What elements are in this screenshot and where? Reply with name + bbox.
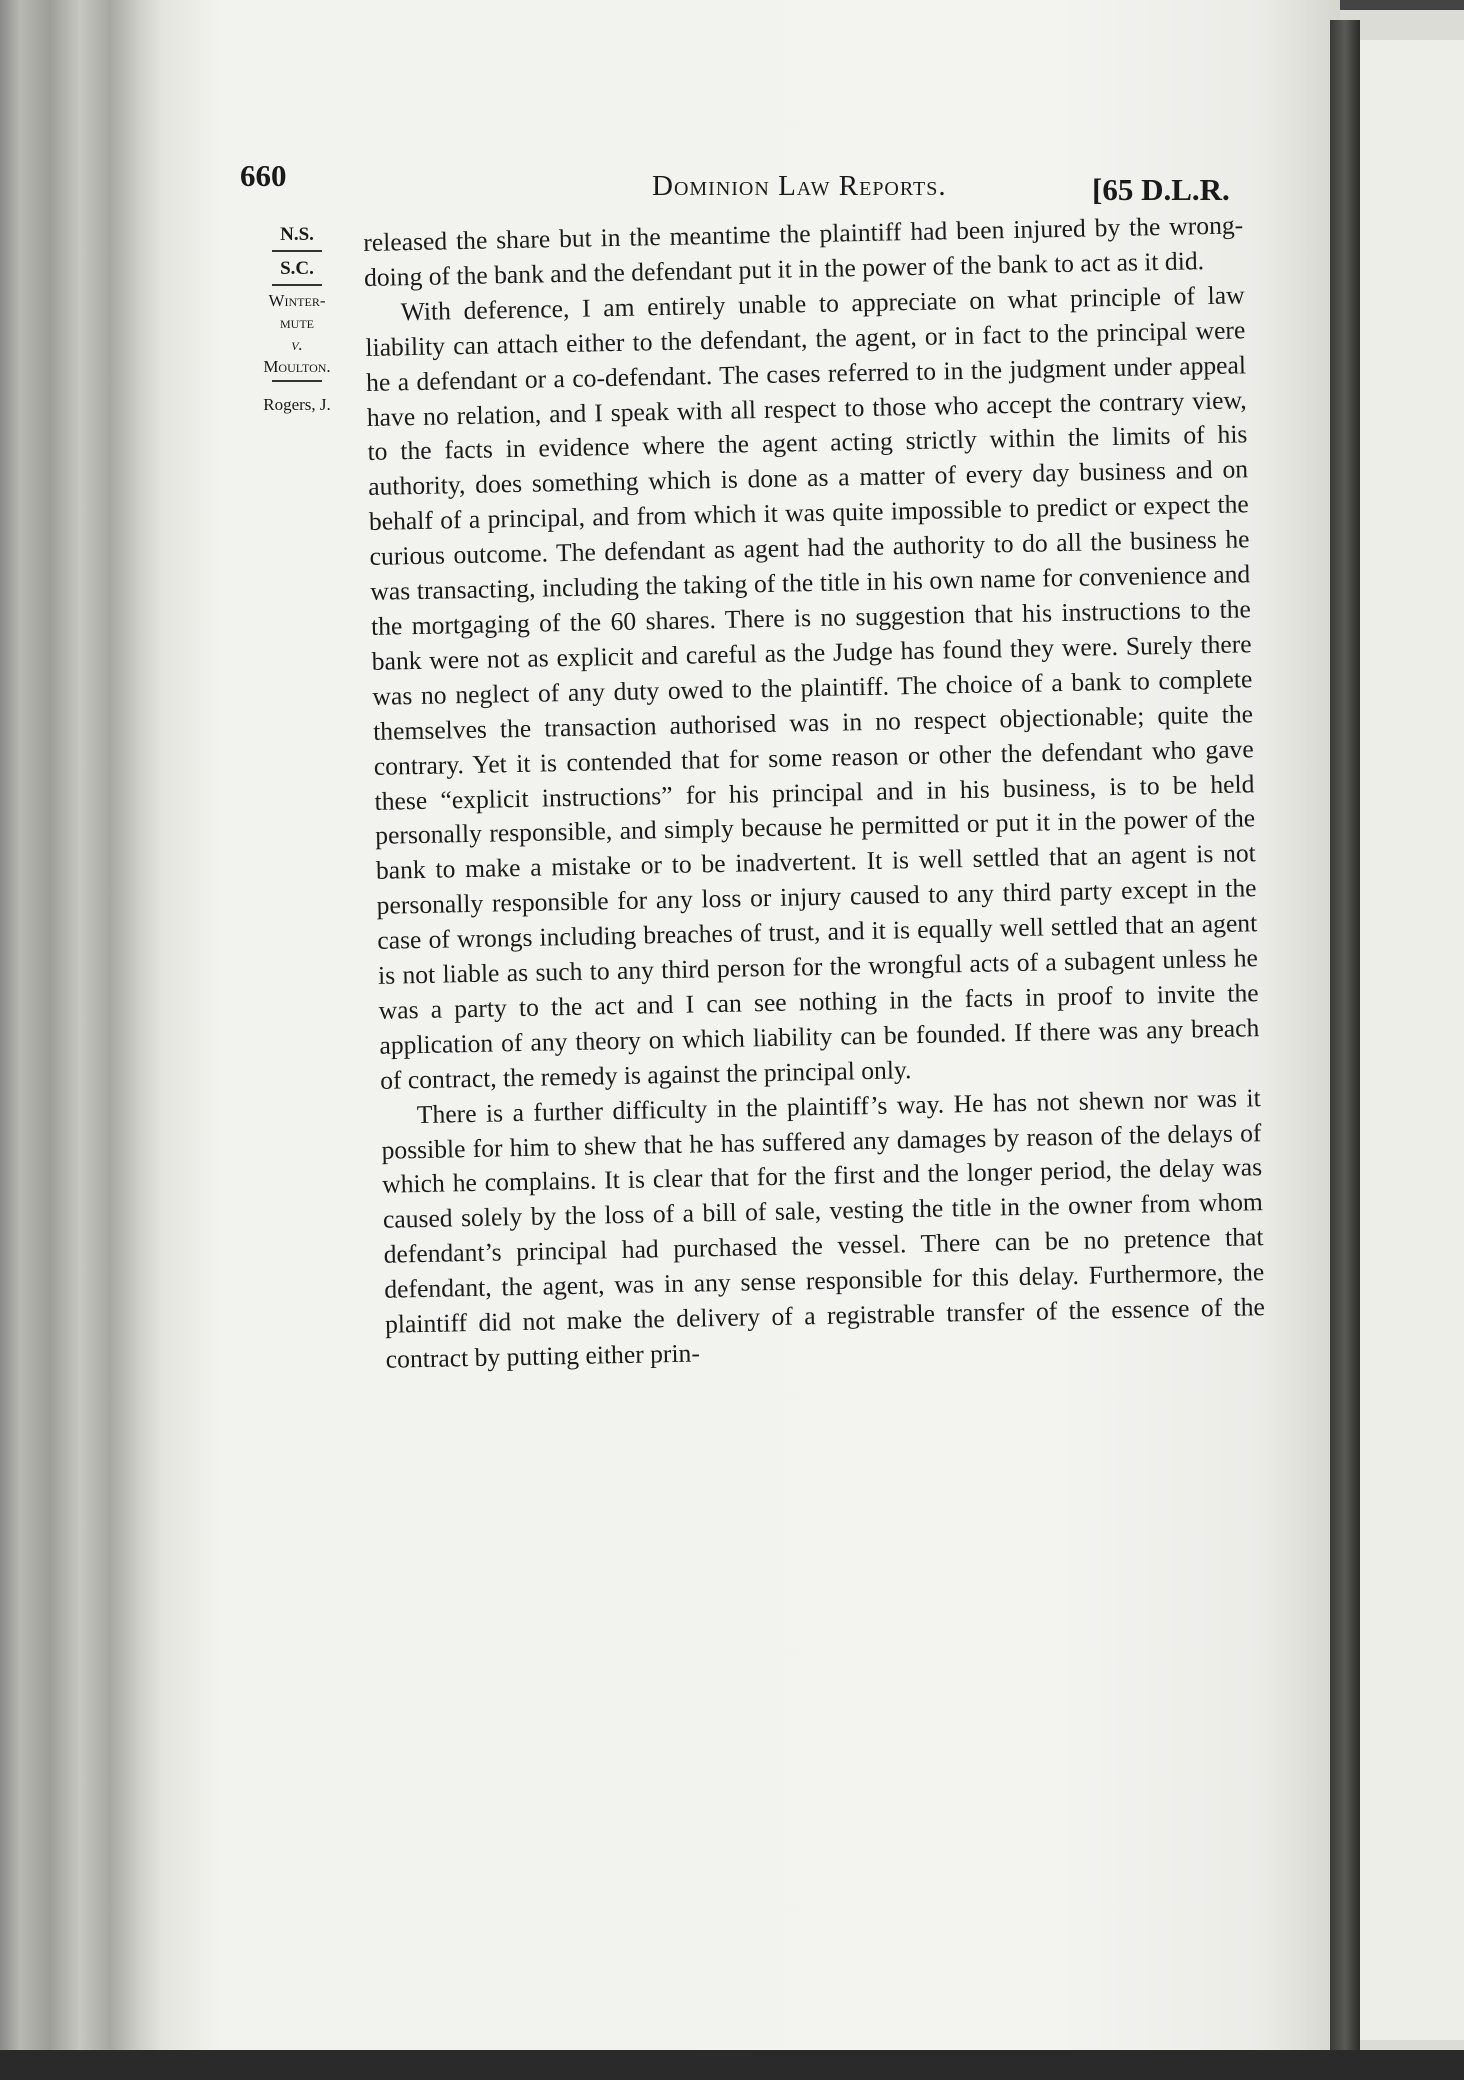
- margin-rule: [272, 380, 322, 382]
- margin-judge: Rogers, J.: [263, 395, 331, 414]
- margin-rule: [272, 250, 322, 252]
- margin-court: S.C.: [280, 258, 314, 279]
- paragraph: With deference, I am entirely unable to appreciate on what principle of law liability can attach either to the defendant, the agent, or in fact to the principal were he a defendant or a co-defendant. The cases referred to in the judgment under appeal have no relation, and I speak with all respect to those who accept the contrary view, to the facts in evidence where the agent acting strictly within the limits of his authority, does something which is done as a matter of every day business and on behalf of a principal, and from which it was quite impossible to predict or expect the curious outcome. The defendant as agent had the authority to do all the business he was transacting, including the taking of the title in his own name for convenience and the mortgaging of the 60 shares. There is no suggestion that his instructions to the bank were not as explicit and careful as the Judge has found they were. Surely there was no neglect of any duty owed to the plaintiff. The choice of a bank to complete themselves the transaction authorised was in no respect objectionable; quite the contrary. Yet it is contended that for some reason or other the defendant who gave these “explicit instructions” for his principal and in his business, is to be held personally responsible, and simply because he permitted or put it in the power of the bank to make a mistake or to be inadvertent. It is well settled that an agent is not personally responsible for any loss or injury caused to any third party except in the case of wrongs including breaches of trust, and it is equally well settled that an agent is not liable as such to any third person for the wrongful acts of a subagent unless he was a party to the act and I can see nothing in the facts in proof to invite the application of any theory on which liability can be founded. If there was any breach of contract, the remedy is against the principal only.: [365, 280, 1260, 1095]
- running-header: [240, 150, 1250, 220]
- margin-case-line: Moulton.: [263, 357, 331, 376]
- running-title: Dominion Law Reports.: [652, 170, 947, 202]
- paragraph: There is a further difficulty in the plaintiff’s way. He has not shewn nor was it possible for him to shew that he has suffered any damages by reason of the delays of which he complains. It is clear that for the first and the longer period, the delay was caused solely by the loss of a bill of sale, vesting the title in the owner from whom defendant’s principal had purchased the vessel. There can be no pretence that defendant, the agent, was in any sense responsible for this delay. Furthermore, the plaintiff did not make the delivery of a registrable transfer of the essence of the contract by putting either prin-: [381, 1082, 1266, 1374]
- margin-province: N.S.: [280, 224, 314, 245]
- margin-case-line: Winter-: [268, 291, 326, 310]
- book-page-edges: [0, 0, 160, 2080]
- scan-bottom-border: [0, 2050, 1464, 2080]
- page-number: 660: [240, 158, 287, 193]
- book-gutter: [1330, 20, 1360, 2080]
- volume-reference: [65 D.L.R.: [1092, 172, 1230, 207]
- facing-page-edge: [1360, 40, 1464, 2040]
- margin-notes: [232, 222, 362, 418]
- paragraph: released the share but in the meantime the plaintiff had been injured by the wrong-doing of the bank and the defendant put it in the power of the bank to act as it did.: [363, 210, 1244, 292]
- margin-case-versus: v.: [291, 335, 303, 354]
- margin-case-line: mute: [280, 313, 314, 332]
- opinion-text: [363, 208, 1266, 1377]
- margin-rule: [272, 284, 322, 286]
